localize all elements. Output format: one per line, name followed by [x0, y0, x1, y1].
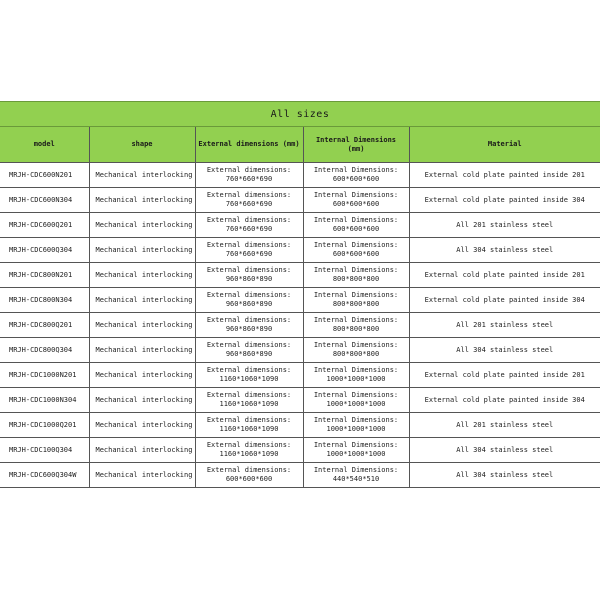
internal-dimensions-cell: [303, 363, 409, 388]
external-dimensions-value: 760*660*690: [225, 175, 273, 183]
internal-dimensions-label: Internal Dimensions:: [313, 391, 399, 399]
internal-dimensions-value: 1000*1000*1000: [326, 425, 386, 433]
internal-dimensions-value: 800*800*800: [332, 275, 380, 283]
model-cell: MRJH-CDC100Q304: [0, 438, 89, 463]
table-row: [0, 188, 600, 213]
external-dimensions-value: 1160*1060*1090: [219, 425, 279, 433]
table-row: [0, 438, 600, 463]
external-dimensions-value: 760*660*690: [225, 250, 273, 258]
external-dimensions-cell: [195, 188, 303, 213]
internal-dimensions-cell: [303, 188, 409, 213]
external-dimensions-value: 600*600*600: [225, 475, 273, 483]
external-dimensions-value: 960*860*890: [225, 275, 273, 283]
table-row: [0, 338, 600, 363]
internal-dimensions-value: 600*600*600: [332, 225, 380, 233]
external-dimensions-value: 1160*1060*1090: [219, 375, 279, 383]
internal-dimensions-cell: [303, 238, 409, 263]
material-cell: External cold plate painted inside 201: [409, 263, 600, 288]
external-dimensions-label: External dimensions:: [206, 191, 292, 199]
internal-dimensions-label: Internal Dimensions:: [313, 441, 399, 449]
external-dimensions-cell: [195, 263, 303, 288]
material-cell: All 304 stainless steel: [409, 338, 600, 363]
external-dimensions-label: External dimensions:: [206, 241, 292, 249]
shape-cell: Mechanical interlocking: [89, 263, 195, 288]
table-row: [0, 163, 600, 188]
internal-dimensions-label: Internal Dimensions:: [313, 191, 399, 199]
model-cell: MRJH-CDC600N304: [0, 188, 89, 213]
internal-dimensions-cell: [303, 313, 409, 338]
internal-dimensions-label: Internal Dimensions:: [313, 366, 399, 374]
material-cell: All 201 stainless steel: [409, 413, 600, 438]
external-dimensions-label: External dimensions:: [206, 416, 292, 424]
external-dimensions-label: External dimensions:: [206, 366, 292, 374]
material-cell: External cold plate painted inside 201: [409, 163, 600, 188]
shape-cell: Mechanical interlocking: [89, 463, 195, 488]
table-title: All sizes: [0, 101, 600, 127]
internal-dimensions-cell: [303, 163, 409, 188]
external-dimensions-label: External dimensions:: [206, 216, 292, 224]
internal-dimensions-value: 1000*1000*1000: [326, 400, 386, 408]
model-cell: MRJH-CDC800Q304: [0, 338, 89, 363]
internal-dimensions-value: 440*540*510: [332, 475, 380, 483]
table-body: [0, 163, 600, 488]
table-row: [0, 363, 600, 388]
internal-dimensions-value: 1000*1000*1000: [326, 450, 386, 458]
material-cell: All 201 stainless steel: [409, 313, 600, 338]
shape-cell: Mechanical interlocking: [89, 213, 195, 238]
internal-dimensions-label: Internal Dimensions:: [313, 241, 399, 249]
external-dimensions-label: External dimensions:: [206, 166, 292, 174]
table-row: [0, 388, 600, 413]
external-dimensions-cell: [195, 213, 303, 238]
external-dimensions-value: 760*660*690: [225, 200, 273, 208]
internal-dimensions-cell: [303, 388, 409, 413]
internal-dimensions-value: 1000*1000*1000: [326, 375, 386, 383]
internal-dimensions-value: 800*800*800: [332, 350, 380, 358]
model-cell: MRJH-CDC1000N201: [0, 363, 89, 388]
shape-cell: Mechanical interlocking: [89, 438, 195, 463]
external-dimensions-cell: [195, 288, 303, 313]
model-cell: MRJH-CDC800N201: [0, 263, 89, 288]
internal-dimensions-label: Internal Dimensions:: [313, 166, 399, 174]
model-cell: MRJH-CDC1000N304: [0, 388, 89, 413]
model-cell: MRJH-CDC600Q304W: [0, 463, 89, 488]
table-row: [0, 213, 600, 238]
header-model: model: [0, 127, 89, 163]
external-dimensions-cell: [195, 388, 303, 413]
shape-cell: Mechanical interlocking: [89, 313, 195, 338]
external-dimensions-label: External dimensions:: [206, 266, 292, 274]
shape-cell: Mechanical interlocking: [89, 413, 195, 438]
table-row: [0, 313, 600, 338]
external-dimensions-label: External dimensions:: [206, 391, 292, 399]
shape-cell: Mechanical interlocking: [89, 238, 195, 263]
shape-cell: Mechanical interlocking: [89, 338, 195, 363]
table-row: [0, 463, 600, 488]
external-dimensions-value: 1160*1060*1090: [219, 400, 279, 408]
internal-dimensions-cell: [303, 438, 409, 463]
header-internal-dimensions: Internal Dimensions (mm): [303, 127, 409, 163]
material-cell: External cold plate painted inside 304: [409, 188, 600, 213]
internal-dimensions-label: Internal Dimensions:: [313, 291, 399, 299]
external-dimensions-label: External dimensions:: [206, 441, 292, 449]
shape-cell: Mechanical interlocking: [89, 388, 195, 413]
internal-dimensions-value: 600*600*600: [332, 175, 380, 183]
material-cell: All 304 stainless steel: [409, 238, 600, 263]
internal-dimensions-label: Internal Dimensions:: [313, 416, 399, 424]
external-dimensions-cell: [195, 438, 303, 463]
internal-dimensions-cell: [303, 463, 409, 488]
material-cell: External cold plate painted inside 304: [409, 288, 600, 313]
external-dimensions-value: 960*860*890: [225, 325, 273, 333]
external-dimensions-cell: [195, 313, 303, 338]
external-dimensions-value: 960*860*890: [225, 300, 273, 308]
model-cell: MRJH-CDC800N304: [0, 288, 89, 313]
internal-dimensions-value: 800*800*800: [332, 300, 380, 308]
external-dimensions-value: 760*660*690: [225, 225, 273, 233]
external-dimensions-cell: [195, 238, 303, 263]
table-row: [0, 288, 600, 313]
model-cell: MRJH-CDC600Q201: [0, 213, 89, 238]
shape-cell: Mechanical interlocking: [89, 163, 195, 188]
external-dimensions-value: 1160*1060*1090: [219, 450, 279, 458]
external-dimensions-label: External dimensions:: [206, 466, 292, 474]
external-dimensions-cell: [195, 413, 303, 438]
external-dimensions-cell: [195, 163, 303, 188]
table-row: [0, 413, 600, 438]
material-cell: External cold plate painted inside 201: [409, 363, 600, 388]
external-dimensions-value: 960*860*890: [225, 350, 273, 358]
material-cell: External cold plate painted inside 304: [409, 388, 600, 413]
model-cell: MRJH-CDC1000Q201: [0, 413, 89, 438]
external-dimensions-label: External dimensions:: [206, 316, 292, 324]
material-cell: All 304 stainless steel: [409, 438, 600, 463]
table-row: [0, 263, 600, 288]
internal-dimensions-value: 600*600*600: [332, 250, 380, 258]
internal-dimensions-label: Internal Dimensions:: [313, 316, 399, 324]
internal-dimensions-label: Internal Dimensions:: [313, 466, 399, 474]
header-external-dimensions: External dimensions (mm): [195, 127, 303, 163]
internal-dimensions-label: Internal Dimensions:: [313, 341, 399, 349]
external-dimensions-label: External dimensions:: [206, 291, 292, 299]
external-dimensions-cell: [195, 463, 303, 488]
table-row: [0, 238, 600, 263]
internal-dimensions-cell: [303, 288, 409, 313]
shape-cell: Mechanical interlocking: [89, 188, 195, 213]
internal-dimensions-value: 800*800*800: [332, 325, 380, 333]
internal-dimensions-cell: [303, 213, 409, 238]
shape-cell: Mechanical interlocking: [89, 363, 195, 388]
external-dimensions-label: External dimensions:: [206, 341, 292, 349]
material-cell: All 201 stainless steel: [409, 213, 600, 238]
shape-cell: Mechanical interlocking: [89, 288, 195, 313]
material-cell: All 304 stainless steel: [409, 463, 600, 488]
internal-dimensions-label: Internal Dimensions:: [313, 266, 399, 274]
sizes-sheet: [0, 101, 600, 488]
header-shape: shape: [89, 127, 195, 163]
model-cell: MRJH-CDC600N201: [0, 163, 89, 188]
internal-dimensions-cell: [303, 413, 409, 438]
sizes-table: [0, 127, 600, 488]
internal-dimensions-label: Internal Dimensions:: [313, 216, 399, 224]
model-cell: MRJH-CDC600Q304: [0, 238, 89, 263]
external-dimensions-cell: [195, 338, 303, 363]
header-row: [0, 127, 600, 163]
model-cell: MRJH-CDC800Q201: [0, 313, 89, 338]
internal-dimensions-cell: [303, 263, 409, 288]
internal-dimensions-cell: [303, 338, 409, 363]
external-dimensions-cell: [195, 363, 303, 388]
header-material: Material: [409, 127, 600, 163]
internal-dimensions-value: 600*600*600: [332, 200, 380, 208]
